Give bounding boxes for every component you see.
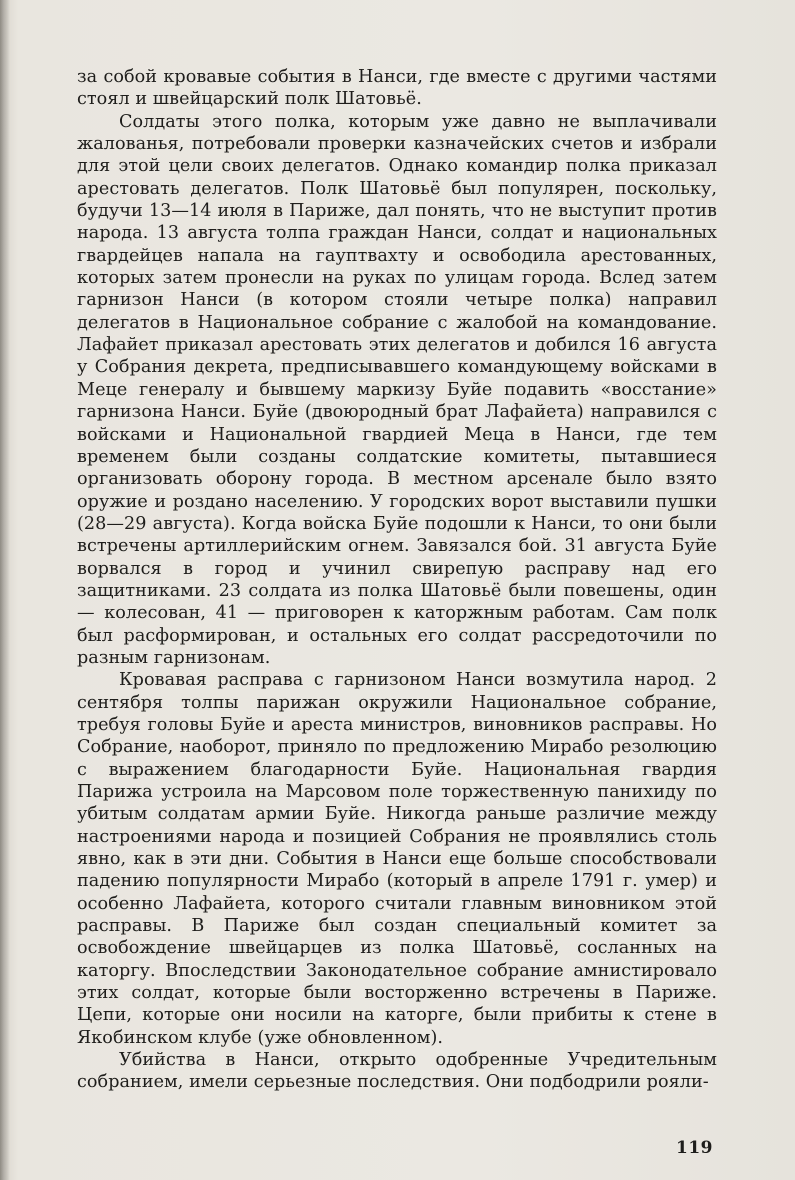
page-number: 119 xyxy=(676,1138,713,1158)
paragraph-continuation: за собой кровавые события в Нанси, где вместе с другими частями стоял и швейцарский полк Шатовьё. xyxy=(77,67,717,110)
paragraph-chateauvieux-regiment: Солдаты этого полка, которым уже давно не выплачивали жалованья, потребовали проверки казначейских счетов и избрали для этой цели своих делегатов. Однако командир полка приказал арестовать делегатов. Полк Шатовьё был популярен, поскольку, будучи 13—14 июля в Париже, дал понять, что не выступит против народа. 13 августа толпа граждан Нанси, солдат и национальных гвардейцев напала на гауптвахту и освободила арестованных, которых затем пронесли на руках по улицам города. Вслед затем гарнизон Нанси (в котором стояли четыре полка) направил делегатов в Национальное собрание с жалобой на командование. Лафайет приказал арестовать этих делегатов и добился 16 августа у Собрания декрета, предписывавшего командующему войсками в Меце генералу и бывшему маркизу Буйе подавить «восстание» гарнизона Нанси. Буйе (двоюродный брат Лафайета) направился с войсками и Национальной гвардией Меца в Нанси, где тем временем были созданы солдатские комитеты, пытавшиеся организовать оборону города. В местном арсенале было взято оружие и роздано населению. У городских ворот выставили пушки (28—29 августа). Когда войска Буйе подошли к Нанси, то они были встречены артиллерийским огнем. Завязался бой. 31 августа Буйе ворвался в город и учинил свирепую расправу над его защитниками. 23 солдата из полка Шатовьё были повешены, один — колесован, 41 — приговорен к каторжным работам. Сам полк был расформирован, и остальных его солдат рассредоточили по разным гарнизонам. xyxy=(77,111,717,668)
paragraph-reaction-to-massacre: Кровавая расправа с гарнизоном Нанси возмутила народ. 2 сентября толпы парижан окружили Национальное собрание, требуя головы Буйе и ареста министров, виновников расправы. Но Собрание, наоборот, приняло по предложению Мирабо резолюцию с выражением благодарности Буйе. Национальная гвардия Парижа устроила на Марсовом поле торжественную панихиду по убитым солдатам армии Буйе. Никогда раньше различие между настроениями народа и позицией Собрания не проявлялись столь явно, как в эти дни. События в Нанси еще больше способствовали падению популярности Мирабо (который в апреле 1791 г. умер) и особенно Лафайета, которого считали главным виновником этой расправы. В Париже был создан специальный комитет за освобождение швейцарцев из полка Шатовьё, сосланных на каторгу. Впоследствии Законодательное собрание амнистировало этих солдат, которые были восторженно встречены в Париже. Цепи, которые они носили на каторге, были прибиты к стене в Якобинском клубе (уже обновленном). xyxy=(77,670,717,1048)
body-text xyxy=(77,66,717,1094)
paragraph-consequences: Убийства в Нанси, открыто одобренные Учредительным собранием, имели серьезные последствия. Они подбодрили рояли- xyxy=(77,1050,717,1093)
spine-shadow xyxy=(0,0,10,1180)
